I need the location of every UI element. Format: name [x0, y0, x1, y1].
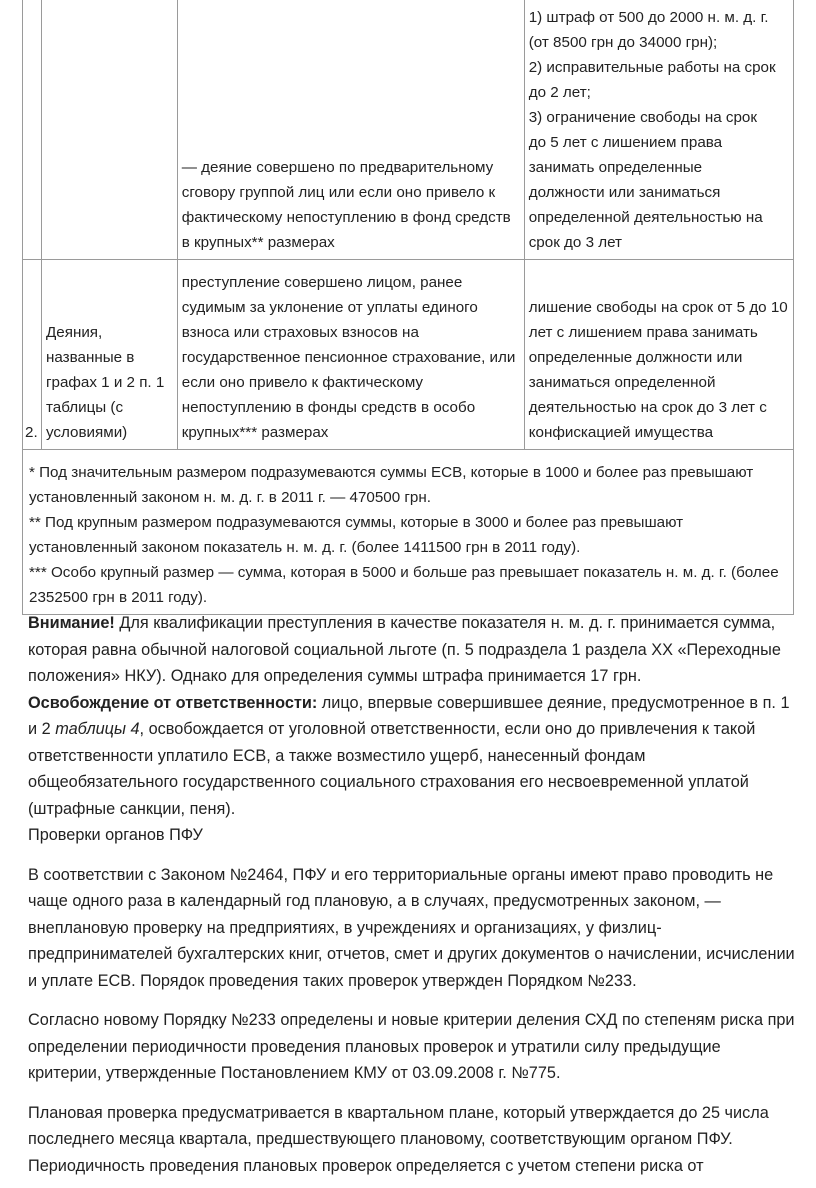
table-row [23, 260, 794, 450]
release-paragraph [28, 690, 798, 823]
release-text: лицо, впервые совершившее деяние, предусмотренное в п. 1 и 2 [28, 693, 790, 738]
penalty-line: до 5 лет с лишением права [528, 134, 723, 151]
attention-paragraph [28, 610, 798, 690]
footnote: *** Особо крупный размер — сумма, которая в 5000 и больше раз превышает показатель н. м. д. г. (более 2352500 грн в 2011 году). [29, 564, 779, 606]
footnote: * Под значительным размером подразумеваются суммы ЕСВ, которые в 1000 и более раз превышают установленный законом н. м. д. г. в 2011 г. — 470500 грн. [29, 464, 754, 506]
penalty-text: лишение свободы на срок от 5 до 10 лет с лишением права занимать определенные должности или заниматься определенной деятельностью на срок до 3 лет с конфискацией имущества [528, 299, 788, 441]
row-number-cell [23, 0, 42, 260]
penalty-line: 3) ограничение свободы на срок [528, 109, 758, 126]
table-reference: таблицы 4 [55, 720, 140, 738]
penalty-line: должности или заниматься [528, 184, 721, 201]
penalty-line: занимать определенные [528, 159, 703, 176]
condition-text: — деяние совершено по предварительному сговору группой лиц или если оно привело к фактическому непоступлению в фонд средств в крупных** размерах [181, 159, 511, 251]
penalty-line: до 2 лет; [528, 84, 591, 101]
row-number: 2. [25, 424, 38, 441]
condition-text: преступление совершено лицом, ранее судимым за уклонение от уплаты единого взноса или страховых взносов на государственное пенсионное страхование, или если оно привело к фактическому непоступлению в фонды средств в особо крупных*** размерах [181, 274, 516, 441]
table-row [23, 0, 794, 260]
act-cell [41, 260, 177, 450]
penalty-line: (от 8500 грн до 34000 грн); [528, 34, 718, 51]
penalty-table [22, 0, 794, 615]
section-title: Проверки органов ПФУ [28, 826, 203, 844]
release-text: , освобождается от уголовной ответственности, если оно до привлечения к такой ответственности уплатило ЕСВ, а также возместило ущерб, нанесенный фондам общеобязательного государственного социального страхования его несвоевременной уплатой (штрафные санкции, пеня). [28, 720, 756, 818]
act-text: Деяния, названные в графах 1 и 2 п. 1 таблицы (с условиями) [45, 324, 165, 441]
notes-cell [23, 450, 794, 615]
footnote: ** Под крупным размером подразумеваются суммы, которые в 3000 и более раз превышают установленный законом показатель н. м. д. г. (более 1411500 грн в 2011 году). [29, 514, 684, 556]
penalty-cell [524, 260, 793, 450]
penalty-line: срок до 3 лет [528, 234, 623, 251]
row-number-cell [23, 260, 42, 450]
attention-label: Внимание! [28, 614, 115, 632]
penalty-line: определенной деятельностью на [528, 209, 763, 226]
paragraph: Плановая проверка предусматривается в квартальном плане, который утверждается до 25 числа последнего месяца квартала, предшествующего плановому, соответствующим органом ПФУ. Периодичность проведения плановых проверок определяется с учетом степени риска от [28, 1103, 769, 1175]
act-cell [41, 0, 177, 260]
release-label: Освобождение от ответственности: [28, 693, 318, 712]
penalty-line: 1) штраф от 500 до 2000 н. м. д. г. [528, 9, 769, 26]
condition-cell [177, 260, 524, 450]
penalty-line: 2) исправительные работы на срок [528, 59, 776, 76]
paragraph: В соответствии с Законом №2464, ПФУ и его территориальные органы имеют право проводить не чаще одного раза в календарный год плановую, а в случаях, предусмотренных законом, — внеплановую проверку на предприятиях, в учреждениях и организациях, у физлиц-предпринимателей бухгалтерских книг, отчетов, смет и других документов о начислении, исчислении и уплате ЕСВ. Порядок проведения таких проверок утвержден Порядком №233. [28, 865, 795, 990]
penalty-cell [524, 0, 793, 260]
condition-cell [177, 0, 524, 260]
paragraph: Согласно новому Порядку №233 определены и новые критерии деления СХД по степеням риска при определении периодичности проведения плановых проверок и утратили силу предыдущие критерии, утвержденные Постановлением КМУ от 03.09.2008 г. №775. [28, 1011, 795, 1082]
table-notes-row [23, 450, 794, 615]
attention-text: Для квалификации преступления в качестве показателя н. м. д. г. принимается сумма, которая равна обычной налоговой социальной льготе (п. 5 подраздела 1 раздела XX «Переходные положения» НКУ). Однако для определения суммы штрафа принимается 17 грн. [28, 614, 781, 685]
body-text [28, 610, 798, 1179]
